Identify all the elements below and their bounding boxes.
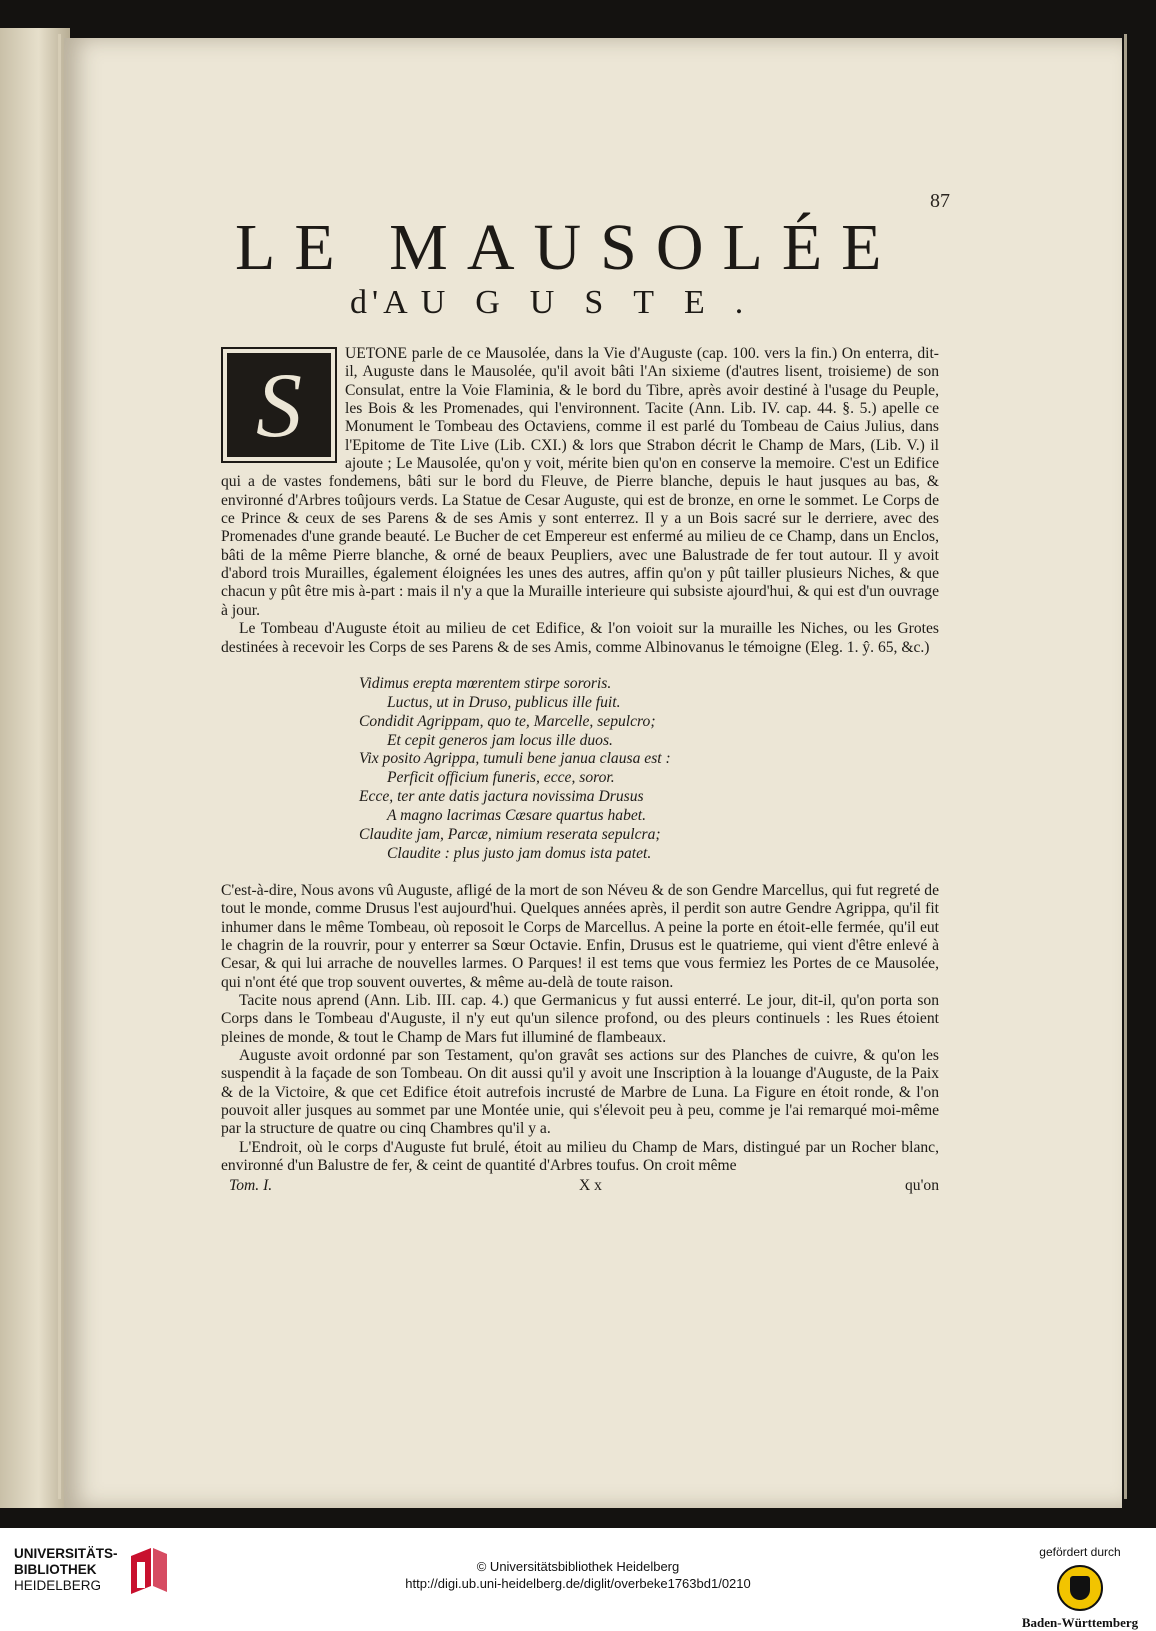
- paragraph-4: Tacite nous aprend (Ann. Lib. III. cap. 4.) que Germanicus y fut aussi enterré. Le jour, dit-il, qu'on porta son Corps dans le Tombeau d'Auguste, il n'y eut qu'un silence profond, ou des pleurs continuels : les Rues étoient pleines de monde, & tout le Champ de Mars fut illuminé de flambeaux.: [221, 991, 939, 1046]
- verse-line: Ecce, ter ante datis jactura novissima Drusus: [359, 788, 644, 806]
- verse-line: Perficit officium funeris, ecce, soror.: [387, 769, 615, 787]
- library-name-line: BIBLIOTHEK: [14, 1562, 97, 1577]
- library-name-line: HEIDELBERG: [14, 1578, 102, 1593]
- state-seal-icon: [1057, 1565, 1103, 1611]
- verse-line: Claudite : plus justo jam domus ista patet.: [387, 845, 652, 862]
- catchword: qu'on: [905, 1177, 939, 1195]
- source-url[interactable]: http://digi.ub.uni-heidelberg.de/diglit/overbeke1763bd1/0210: [405, 1576, 751, 1591]
- subtitle-rest: UGUSTE.: [420, 284, 774, 321]
- page-footer: [221, 1177, 939, 1197]
- verse-line: Condidit Agrippam, quo te, Marcelle, sepulcro;: [359, 712, 656, 730]
- dropcap-initial: S: [221, 347, 337, 463]
- sponsor-label: gefördert durch: [1039, 1545, 1121, 1559]
- verse-line: Et cepit generos jam locus ille duos.: [387, 731, 613, 749]
- paragraph-6: L'Endroit, où le corps d'Auguste fut brulé, étoit au milieu du Champ de Mars, distingué par un Rocher blanc, environné d'un Balustre de fer, & ceint de quantité d'Arbres toufus. On croit même: [221, 1138, 939, 1175]
- page-body: [221, 345, 939, 1197]
- page-number: 87: [930, 190, 950, 212]
- latin-verse: [359, 675, 939, 864]
- paragraph-1: UETONE parle de ce Mausolée, dans la Vie d'Auguste (cap. 100. vers la fin.) On enterra, dit-il, Auguste dans le Mausolée, qu'il avoit bâti l'An sixieme (d'autres lisent, troisieme) de son Consulat, entre la Voie Flaminia, & le bord du Tibre, après avoir destiné à l'usage du Peuple, les Bois & les Promenades, qui l'environnent. Tacite (Ann. Lib. IV. cap. 44. §. 5.) apelle ce Monument le Tombeau des Octaviens, comme il est parlé du Tombeau de Caius Julius, dans l'Epitome de Tite Live (Lib. CXI.) & lors que Strabon décrit le Champ de Mars, (Lib. V.) il ajoute ; Le Mausolée, qu'on y voit, mérite bien qu'on en conserve la memoire. C'est un Edifice qui a de vastes fondemens, bâti sur le bord du Fleuve, de Pierre blanche, depuis le haut jusques au bas, & environné d'Arbres toûjours verds. La Statue de Cesar Auguste, qui est de bronze, en orne le sommet. Le Corps de ce Prince & ceux de ses Parens & de ses Amis y sont enterrez. Il y a un Bois sacré sur le derriere, avec des Promenades d'une grande beauté. Le Bucher de cet Empereur est enfermé au milieu de ce Champ, dans un Enclos, bâti de la même Pierre blanche, & orné de beaux Peupliers, avec une Balustrade de fer tout autour. Il y avoit d'abord trois Murailles, également éloignées les unes des autres, affin qu'on y pût tailler plusieurs Niches, & que chacun y pût être mis à-part : mais il n'y a que la Muraille interieure qui subsiste ajourd'hui, & qui est d'un ouvrage à jour.: [221, 345, 939, 619]
- page-edge-line: [1124, 34, 1127, 1499]
- verse-line: A magno lacrimas Cæsare quartus habet.: [387, 807, 647, 825]
- copyright-text: © Universitätsbibliothek Heidelberg: [476, 1559, 680, 1574]
- page-title: LE MAUSOLÉE: [235, 211, 901, 284]
- verse-line: Luctus, ut in Druso, publicus ille fuit.: [387, 693, 621, 711]
- subtitle-prefix: d'A: [350, 284, 413, 321]
- verse-line: Claudite jam, Parcæ, nimium reserata sepulcra;: [359, 826, 661, 844]
- paragraph-3: C'est-à-dire, Nous avons vû Auguste, afligé de la mort de son Néveu & de son Gendre Marcellus, qui fut regreté de tout le monde, comme Drusus l'est aujourd'hui. Quelques années après, il perdit son autre Gendre Agrippa, qu'il fit inhumer dans le même Tombeau, où reposoit le Corps de Marcellus. A peine la porte en étoit-elle fermée, qu'il eut le chagrin de la rouvrir, pour y enterrer sa Sœur Octavie. Enfin, Drusus est le quatrieme, qui vient d'être enlevé à Cesar, & qui lui arrache de nouvelles larmes. O Parques! il est tems que vous fermiez les Portes de ce Mausolée, qui n'ont été que trop souvent ouvertes, & même au-delà de toute raison.: [221, 881, 939, 991]
- verse-line: Vix posito Agrippa, tumuli bene janua clausa est :: [359, 750, 671, 768]
- copyright-footer: [0, 1558, 1156, 1592]
- sponsor-name: Baden-Württemberg: [1021, 1615, 1139, 1630]
- signature-mark: X x: [579, 1177, 602, 1195]
- paragraph-2: Le Tombeau d'Auguste étoit au milieu de cet Edifice, & l'on voioit sur la muraille les Niches, ou les Grotes destinées à recevoir les Corps de ses Parens & de ses Amis, comme Albinovanus le témoigne (Eleg. 1. ŷ. 65, &c.): [221, 620, 939, 656]
- sponsor-block: [1010, 1545, 1150, 1631]
- page-subtitle: [350, 284, 773, 322]
- volume-label: Tom. I.: [229, 1177, 273, 1195]
- library-name-line: UNIVERSITÄTS-: [14, 1546, 118, 1561]
- paragraph-5: Auguste avoit ordonné par son Testament, qu'on gravât ses actions sur des Planches de cuivre, & qu'on les suspendit à la façade de son Tombeau. On dit aussi qu'il y avoit une Inscription à la louange d'Auguste, de la Paix & de la Victoire, & que cet Edifice étoit autrefois incrusté de Marbre de Luna. La Figure en étoit ronde, & l'on pouvoit aller jusques au sommet par une Montée unie, qui s'élevoit peu à peu, comme je l'ai remarqué moi-même par la structure de quatre ou cinq Chambres qu'il y a.: [221, 1047, 939, 1138]
- verse-line: Vidimus erepta mœrentem stirpe sororis.: [359, 674, 612, 692]
- page-edge-line: [58, 34, 61, 1499]
